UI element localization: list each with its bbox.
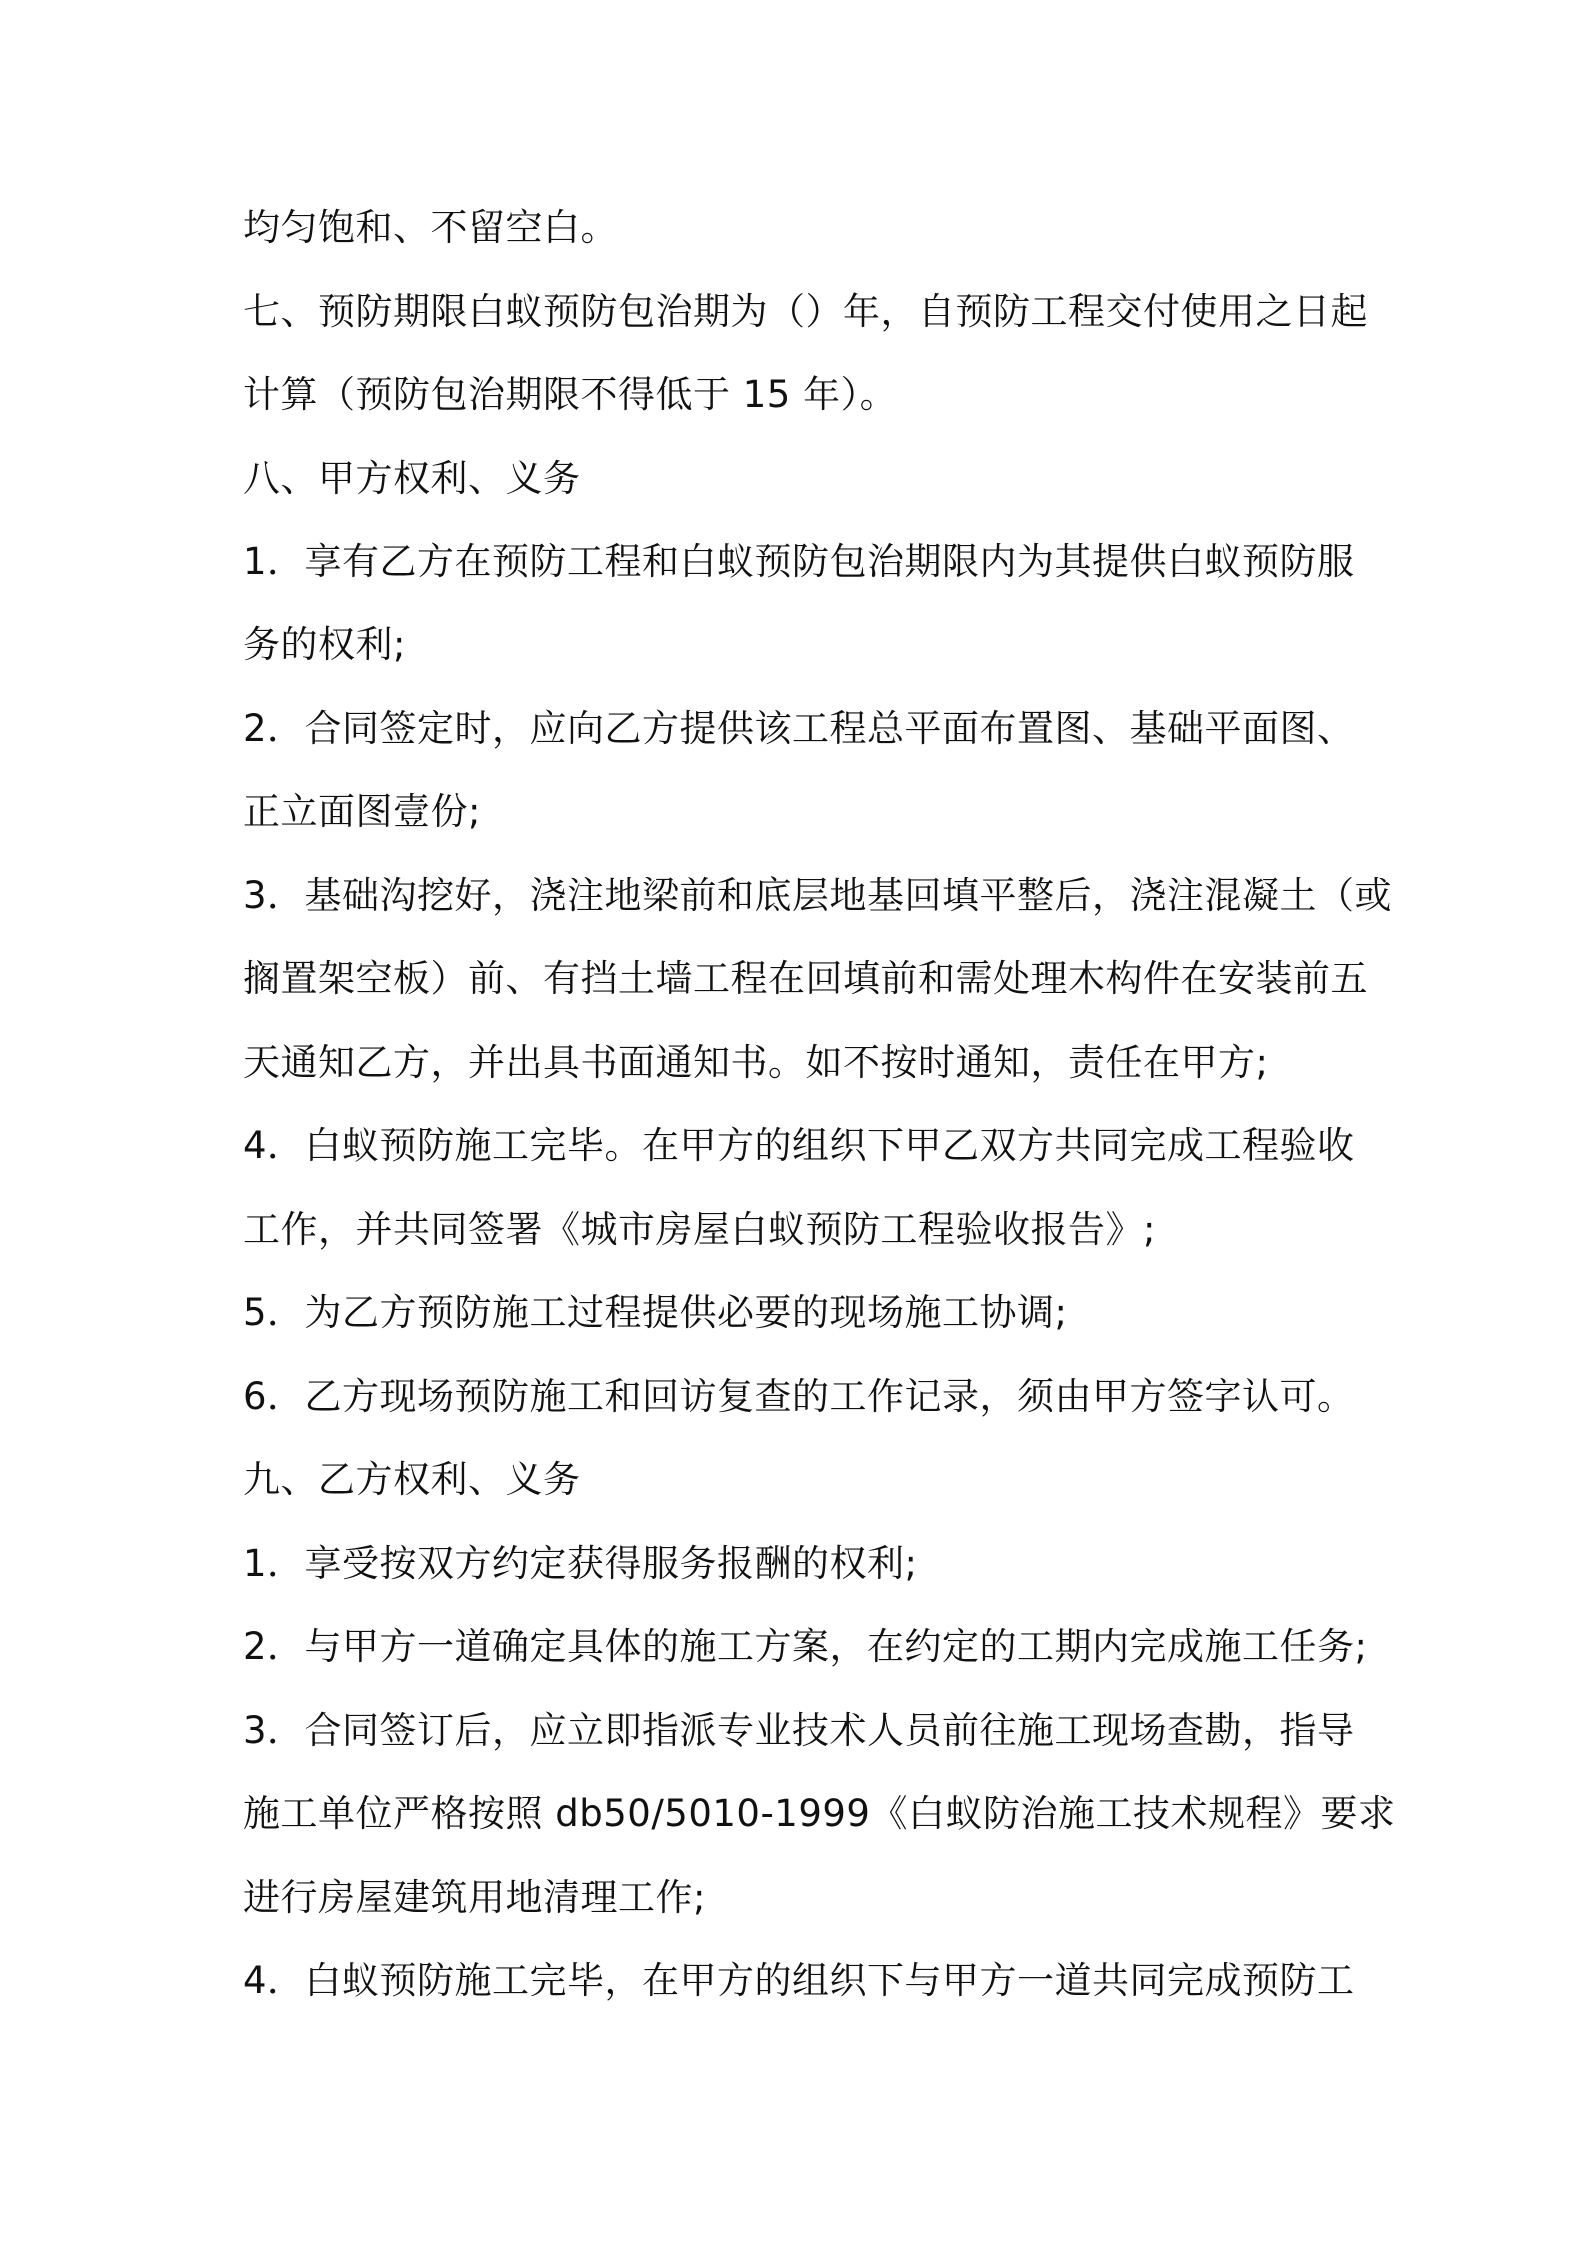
list-item-text: 2．与甲方一道确定具体的施工方案，在约定的工期内完成施工任务; [243, 1625, 1368, 1668]
list-item-text: 1．享有乙方在预防工程和白蚁预防包治期限内为其提供白蚁预防服 [243, 540, 1355, 583]
list-item-text: 4．白蚁预防施工完毕。在甲方的组织下甲乙双方共同完成工程验收 [243, 1124, 1355, 1167]
text-line: 正立面图壹份; [243, 790, 481, 833]
text-line: 施工单位严格按照 db50/5010-1999《白蚁防治施工技术规程》要求 [243, 1792, 1396, 1835]
list-item-text: 3．基础沟挖好，浇注地梁前和底层地基回填平整后，浇注混凝土（或 [243, 874, 1393, 917]
section-eight-heading: 八、甲方权利、义务 [243, 457, 581, 500]
text-line: 天通知乙方，并出具书面通知书。如不按时通知，责任在甲方; [243, 1041, 1269, 1084]
list-item-text: 5．为乙方预防施工过程提供必要的现场施工协调; [243, 1291, 1068, 1334]
list-item-text: 4．白蚁预防施工完毕，在甲方的组织下与甲方一道共同完成预防工 [243, 1959, 1355, 2002]
text-line: 务的权利; [243, 623, 406, 666]
list-item-text: 2．合同签定时，应向乙方提供该工程总平面布置图、基础平面图、 [243, 707, 1355, 750]
section-seven-heading: 七、预防期限白蚁预防包治期为（）年，自预防工程交付使用之日起 [243, 290, 1368, 333]
text-line: 搁置架空板）前、有挡土墙工程在回填前和需处理木构件在安装前五 [243, 957, 1368, 1000]
text-line: 均匀饱和、不留空白。 [243, 206, 618, 249]
text-line: 工作，并共同签署《城市房屋白蚁预防工程验收报告》; [243, 1208, 1156, 1251]
text-line: 进行房屋建筑用地清理工作; [243, 1876, 706, 1919]
list-item-text: 6．乙方现场预防施工和回访复查的工作记录，须由甲方签字认可。 [243, 1375, 1355, 1418]
list-item-text: 1．享受按双方约定获得服务报酬的权利; [243, 1542, 918, 1585]
section-nine-heading: 九、乙方权利、义务 [243, 1458, 581, 1501]
text-line: 计算（预防包治期限不得低于 15 年）。 [243, 373, 898, 416]
list-item-text: 3．合同签订后，应立即指派专业技术人员前往施工现场查勘，指导 [243, 1709, 1355, 1752]
